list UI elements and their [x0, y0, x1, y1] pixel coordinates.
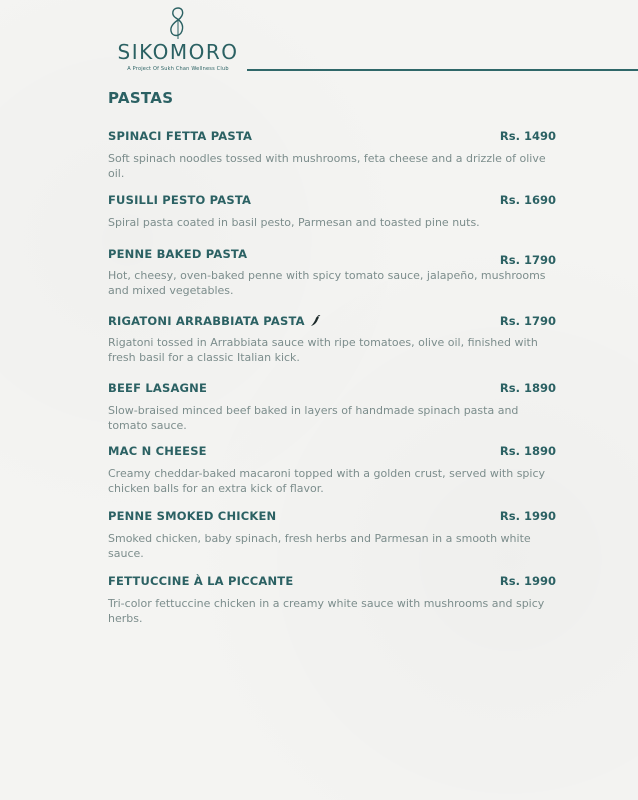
brand-name: SIKOMORO: [117, 40, 239, 64]
item-description: Smoked chicken, baby spinach, fresh herbs and Parmesan in a smooth white sauce.: [108, 532, 531, 560]
item-price: Rs. 1890: [499, 381, 556, 395]
item-description: Slow-braised minced beef baked in layers of handmade spinach pasta and tomato sauce.: [108, 404, 519, 432]
item-price: Rs. 1790: [499, 314, 556, 328]
item-price: Rs. 1690: [499, 193, 556, 207]
item-description: Hot, cheesy, oven-baked penne with spicy tomato sauce, jalapeño, mushrooms and mixed vegetables.: [108, 269, 546, 297]
item-name: PENNE SMOKED CHICKEN: [108, 509, 277, 523]
item-description: Tri-color fettuccine chicken in a creamy white sauce with mushrooms and spicy herbs.: [108, 597, 545, 625]
item-price: Rs. 1990: [499, 509, 556, 523]
brand-tagline: A Project Of Sukh Chan Wellness Club: [127, 66, 229, 72]
item-name-row: [108, 314, 321, 328]
item-name: FETTUCCINE À LA PICCANTE: [108, 574, 294, 588]
sikomoro-leaf-icon: [165, 6, 191, 40]
item-name: BEEF LASAGNE: [108, 381, 208, 395]
item-price: Rs. 1790: [499, 253, 556, 267]
item-name: RIGATONI ARRABBIATA PASTA: [108, 314, 305, 328]
item-price: Rs. 1490: [499, 129, 556, 143]
item-name: PENNE BAKED PASTA: [108, 247, 248, 261]
item-description: Spiral pasta coated in basil pesto, Parmesan and toasted pine nuts.: [108, 216, 480, 229]
chili-icon: [309, 315, 321, 327]
item-price: Rs. 1990: [499, 574, 556, 588]
section-title: PASTAS: [108, 89, 174, 107]
item-description: Rigatoni tossed in Arrabbiata sauce with ripe tomatoes, olive oil, finished with fresh basil for a classic Italian kick.: [108, 336, 538, 364]
item-name: FUSILLI PESTO PASTA: [108, 193, 252, 207]
item-name: MAC N CHEESE: [108, 444, 207, 458]
item-description: Soft spinach noodles tossed with mushrooms, feta cheese and a drizzle of olive oil.: [108, 152, 546, 180]
brand-logo: [108, 6, 248, 72]
item-price: Rs. 1890: [499, 444, 556, 458]
header-divider: [247, 69, 638, 71]
item-name: SPINACI FETTA PASTA: [108, 129, 253, 143]
item-description: Creamy cheddar-baked macaroni topped with a golden crust, served with spicy chicken balls for an extra kick of flavor.: [108, 467, 546, 495]
